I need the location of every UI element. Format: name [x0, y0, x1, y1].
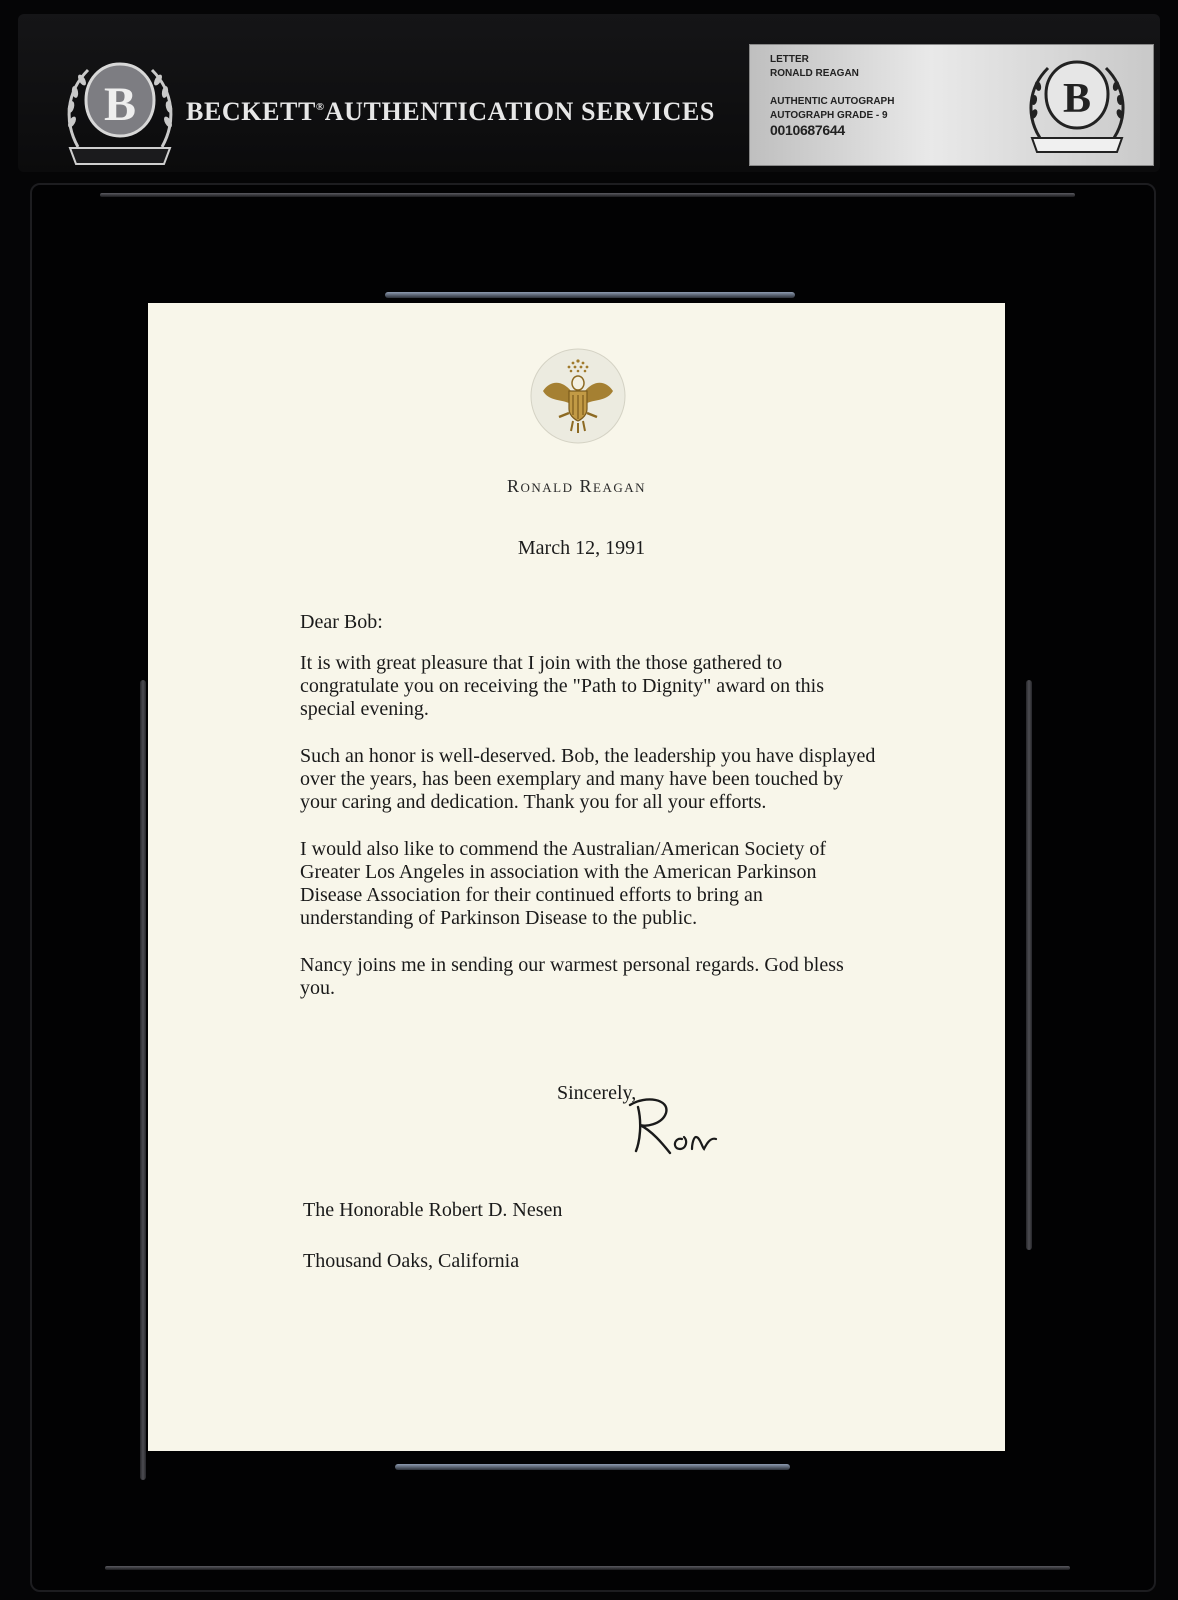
salutation: Dear Bob:	[300, 611, 383, 633]
holder-rail-right	[1026, 680, 1032, 1250]
brand-services: AUTHENTICATION SERVICES	[324, 97, 715, 126]
closing: Sincerely,	[557, 1082, 637, 1104]
signature-ron	[622, 1093, 732, 1163]
label-grade: AUTOGRAPH GRADE - 9	[770, 110, 888, 121]
paragraph-2: Such an honor is well-deserved. Bob, the leadership you have displayed over the years, has been exemplary and many have been touched by your caring and dedication. Thank you for all your efforts.	[300, 745, 876, 813]
recipient-name: The Honorable Robert D. Nesen	[303, 1199, 563, 1221]
registered-mark: ®	[315, 101, 325, 113]
letterhead-name: Ronald Reagan	[507, 476, 646, 496]
holder-clip-bottom	[395, 1464, 790, 1470]
letter-date: March 12, 1991	[517, 537, 646, 559]
label-item-type: LETTER	[770, 54, 809, 65]
paragraph-3: I would also like to commend the Australian/American Society of Greater Los Angeles in association with the American Parkinson Disease Association for their continued efforts to bring an understanding of Parkinson Disease to the public.	[300, 838, 826, 929]
label-authentic: AUTHENTIC AUTOGRAPH	[770, 96, 895, 107]
letter-page	[148, 303, 1005, 1451]
presidential-seal-icon	[529, 347, 627, 445]
label-cert-number: 0010687644	[770, 122, 845, 138]
label-subject: RONALD REAGAN	[770, 68, 859, 79]
header-band	[18, 14, 1160, 172]
brand-title	[186, 97, 715, 127]
holder-ridge-top	[100, 193, 1075, 197]
holder-rail-left	[140, 680, 146, 1480]
label-text	[770, 53, 894, 137]
paragraph-4: Nancy joins me in sending our warmest personal regards. God bless you.	[300, 954, 844, 999]
holder-clip-top	[385, 292, 795, 298]
holder-ridge-bottom	[105, 1566, 1070, 1570]
beckett-logo-icon	[58, 52, 182, 172]
brand-name: BECKETT	[186, 97, 316, 126]
beckett-label-logo-icon	[1022, 52, 1132, 160]
svg-text:B: B	[103, 78, 137, 131]
recipient-location: Thousand Oaks, California	[303, 1250, 520, 1272]
recipient-block	[303, 1199, 562, 1301]
paragraph-1: It is with great pleasure that I join with the those gathered to congratulate you on receiving the "Path to Dignity" award on this special evening.	[300, 652, 824, 720]
letter-body	[300, 611, 880, 1024]
svg-text:B: B	[1062, 76, 1092, 122]
